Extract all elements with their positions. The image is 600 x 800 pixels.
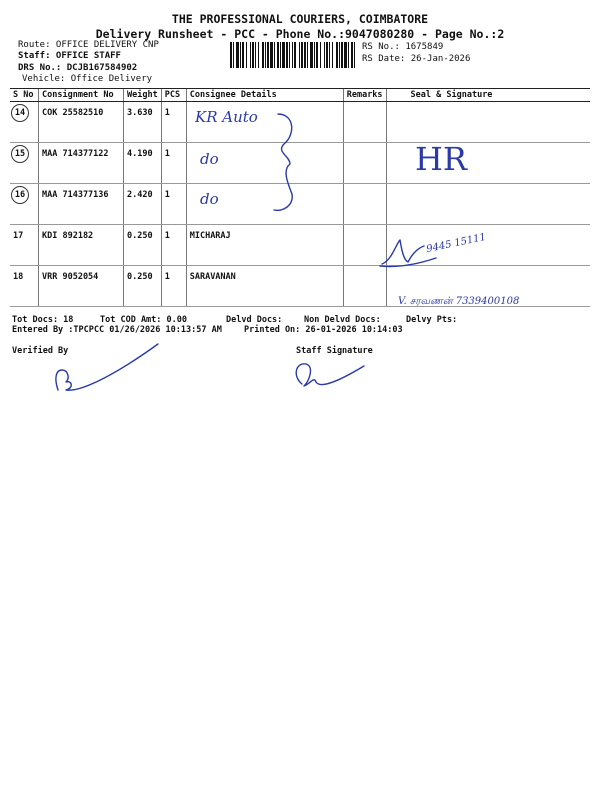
verified-by-label: Verified By [12,346,69,356]
weight-cell: 2.420 [124,184,162,225]
staff-label: Staff: OFFICE STAFF [18,51,121,61]
consignment-cell: MAA 714377122 [39,143,124,184]
col-seal: Seal & Signature [386,89,590,102]
staff-signature-label: Staff Signature [296,346,373,356]
delivered-docs: Delvd Docs: [226,315,283,325]
printed-on: Printed On: 26-01-2026 10:14:03 [244,325,403,335]
weight-cell: 0.250 [124,225,162,266]
total-docs: Tot Docs: 18 [12,315,74,325]
col-consignment: Consignment No [39,89,124,102]
col-pcs: PCS [161,89,186,102]
barcode [230,42,356,68]
remarks-cell [343,143,386,184]
remarks-cell [343,266,386,307]
route-label: Route: OFFICE DELIVERY CNP [18,40,159,50]
drs-number: DRS No.: DCJB167584902 [18,63,138,73]
pcs-cell: 1 [161,225,186,266]
consignment-cell: KDI 892182 [39,225,124,266]
consignment-cell: MAA 714377136 [39,184,124,225]
rs-date: RS Date: 26-Jan-2026 [362,54,471,64]
handwritten-ditto: do [200,150,219,168]
handwritten-ditto: do [200,190,219,208]
consignment-cell: COK 25582510 [39,102,124,143]
vehicle-label: Vehicle: Office Delivery [22,74,153,84]
verifier-signature [48,340,168,396]
sno-cell: 17 [10,225,39,266]
col-consignee: Consignee Details [186,89,343,102]
handwritten-note: V. சரவணன் 7339400108 [398,296,520,307]
consignee-cell: MICHARAJ [186,225,343,266]
seal-cell [386,184,590,225]
sno-cell: 18 [10,266,39,307]
runsheet-table [10,88,590,307]
entered-by: Entered By :TPCPCC 01/26/2026 10:13:57 AM [12,325,222,335]
table-header-row [10,89,590,102]
handwritten-brace [270,110,300,215]
seal-cell [386,102,590,143]
non-delivered-docs: Non Delvd Docs: [304,315,381,325]
total-cod: Tot COD Amt: 0.00 [100,315,187,325]
table-row [10,225,590,266]
sno-cell: 15 [11,145,29,163]
sno-cell: 14 [11,104,29,122]
weight-cell: 4.190 [124,143,162,184]
sno-cell: 16 [11,186,29,204]
weight-cell: 3.630 [124,102,162,143]
handwritten-phone: 9445 15111 [425,231,487,256]
company-title: THE PROFESSIONAL COURIERS, COIMBATORE [171,12,429,26]
consignee-cell: SARAVANAN [186,266,343,307]
rs-number: RS No.: 1675849 [362,42,444,52]
col-remarks: Remarks [343,89,386,102]
remarks-cell [343,102,386,143]
pcs-cell: 1 [161,184,186,225]
pcs-cell: 1 [161,102,186,143]
table-row [10,143,590,184]
handwritten-initials-signature: HR [415,140,467,178]
col-weight: Weight [124,89,162,102]
handwritten-consignee: KR Auto [195,108,258,126]
table-row [10,102,590,143]
weight-cell: 0.250 [124,266,162,307]
delivery-points: Delvy Pts: [406,315,458,325]
remarks-cell [343,184,386,225]
pcs-cell: 1 [161,266,186,307]
staff-signature [290,354,370,394]
consignment-cell: VRR 9052054 [39,266,124,307]
pcs-cell: 1 [161,143,186,184]
table-row [10,184,590,225]
col-sno: S No [10,89,39,102]
runsheet-subtitle: Delivery Runsheet - PCC - Phone No.:9047080280 - Page No.:2 [95,27,505,41]
